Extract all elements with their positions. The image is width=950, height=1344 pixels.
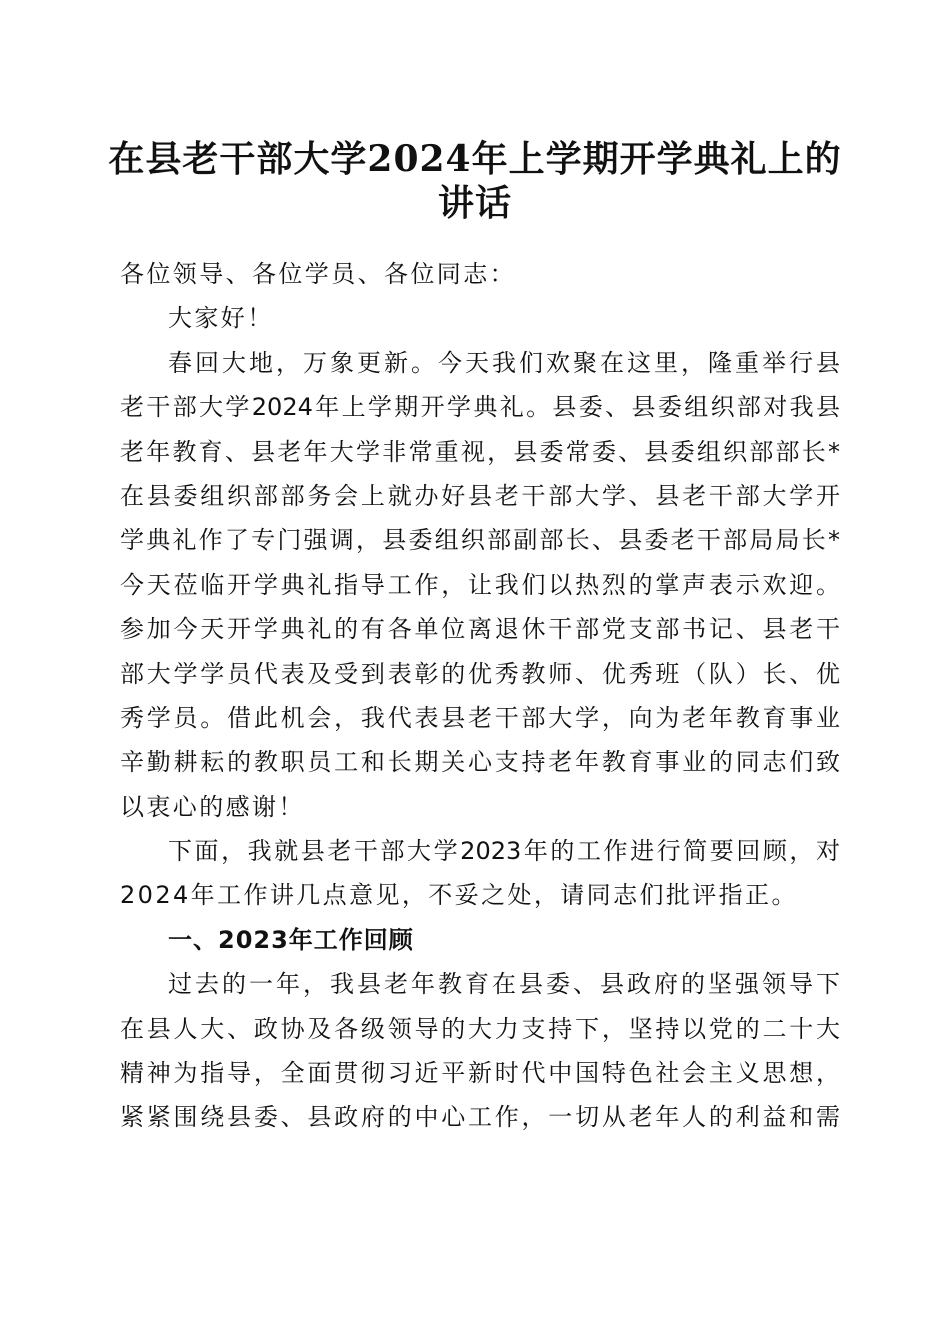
text-line: 下面，我就县老干部大学2023年的工作进行简要回顾，对	[168, 837, 840, 866]
section-heading: 一、2023年工作回顾	[168, 925, 414, 954]
text-line: 2024年工作讲几点意见，不妥之处，请同志们批评指正。	[120, 881, 798, 910]
text-line: 在县委组织部部务会上就办好县老干部大学、县老干部大学开	[120, 481, 840, 510]
text-line: 老干部大学2024年上学期开学典礼。县委、县委组织部对我县	[120, 393, 840, 422]
text-line: 在县人大、政协及各级领导的大力支持下，坚持以党的二十大	[120, 1014, 840, 1043]
text-line: 春回大地，万象更新。今天我们欢聚在这里，隆重举行县	[168, 348, 840, 377]
text-line: 紧紧围绕县委、县政府的中心工作，一切从老年人的利益和需	[120, 1103, 840, 1132]
title-line: 在县老干部大学2024年上学期开学典礼上的	[108, 138, 842, 180]
document-title	[100, 137, 850, 225]
text-line: 参加今天开学典礼的有各单位离退休干部党支部书记、县老干	[120, 615, 840, 644]
title-line: 讲话	[437, 182, 512, 224]
paragraph-outline	[120, 829, 840, 918]
document-body	[120, 252, 840, 1140]
text-line: 辛勤耕耘的教职员工和长期关心支持老年教育事业的同志们致	[120, 748, 840, 777]
text-line: 学典礼作了专门强调，县委组织部副部长、县委老干部局局长*	[120, 526, 840, 555]
text-line: 今天莅临开学典礼指导工作，让我们以热烈的掌声表示欢迎。	[120, 570, 840, 599]
text-line: 精神为指导，全面贯彻习近平新时代中国特色社会主义思想，	[120, 1059, 840, 1088]
text-line: 部大学学员代表及受到表彰的优秀教师、优秀班（队）长、优	[120, 659, 840, 688]
paragraph-opening	[120, 341, 840, 829]
text-line: 老年教育、县老年大学非常重视，县委常委、县委组织部部长*	[120, 437, 840, 466]
paragraph-review	[120, 962, 840, 1140]
text-line: 以衷心的感谢！	[120, 792, 305, 821]
text-line: 秀学员。借此机会，我代表县老干部大学，向为老年教育事业	[120, 703, 840, 732]
salutation: 各位领导、各位学员、各位同志：	[120, 260, 516, 288]
greeting: 大家好！	[168, 304, 274, 333]
text-line: 过去的一年，我县老年教育在县委、县政府的坚强领导下	[168, 970, 840, 999]
